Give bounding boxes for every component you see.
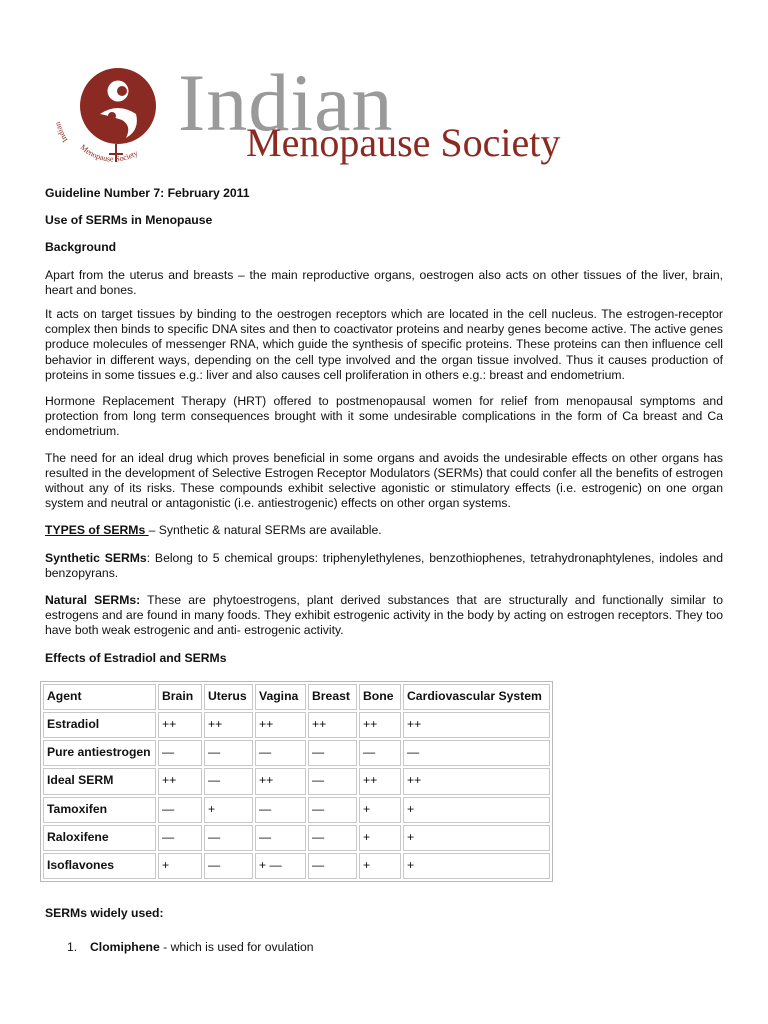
- table-cell: +: [158, 853, 202, 879]
- list-item-text: - which is used for ovulation: [159, 939, 314, 954]
- table-cell: —: [158, 825, 202, 851]
- table-cell: +: [359, 797, 401, 823]
- table-cell: ++: [359, 712, 401, 738]
- table-cell: —: [308, 825, 357, 851]
- table-cell: ++: [158, 712, 202, 738]
- table-row: [43, 825, 550, 851]
- table-cell: ++: [255, 712, 306, 738]
- paragraph-3: Hormone Replacement Therapy (HRT) offered to postmenopausal women for relief from menopausal symptoms and protection from long term consequences brought with it some undesirable complications in the form of Ca breast and Ca endometrium.: [45, 394, 723, 439]
- table-cell: + —: [255, 853, 306, 879]
- header-cell: Vagina: [255, 684, 306, 710]
- natural-text: These are phytoestrogens, plant derived substances that are structurally and functionally similar to estrogens and are found in many foods. They exhibit estrogenic activity in the body by acting on estrogen receptors. They too have both weak estrogenic and anti- estrogenic activity.: [45, 593, 723, 638]
- table-cell: ++: [308, 712, 357, 738]
- logo-ring-text-right: Menopause Society: [78, 142, 140, 164]
- types-line: [45, 523, 723, 538]
- agent-cell: Estradiol: [43, 712, 156, 738]
- agent-cell: Isoflavones: [43, 853, 156, 879]
- synthetic-paragraph: [45, 551, 723, 581]
- table-cell: —: [158, 797, 202, 823]
- table-cell: —: [403, 740, 550, 766]
- guideline-number: Guideline Number 7: February 2011: [45, 186, 250, 200]
- table-cell: —: [359, 740, 401, 766]
- table-cell: —: [255, 825, 306, 851]
- document-title: Use of SERMs in Menopause: [45, 213, 213, 228]
- background-heading: Background: [45, 240, 117, 255]
- table-cell: —: [204, 853, 253, 879]
- table-cell: —: [204, 768, 253, 794]
- table-cell: —: [308, 740, 357, 766]
- table-cell: —: [204, 740, 253, 766]
- table-cell: —: [255, 797, 306, 823]
- agent-cell: Ideal SERM: [43, 768, 156, 794]
- table-row: [43, 740, 550, 766]
- serms-used-heading: SERMs widely used:: [45, 906, 164, 921]
- table-row: [43, 768, 550, 794]
- table-cell: +: [359, 853, 401, 879]
- paragraph-4: The need for an ideal drug which proves beneficial in some organs and avoids the undesirable effects on other organs has resulted in the development of Selective Estrogen Receptor Modulators (SERMs) that could confer all the benefits of estrogen without any of its risks. These compounds exhibit selective agonistic or stimulatory effects (i.e. estrogenic) on one organ system and neutral or antagonistic (i.e. antiestrogenic) effects on other organ systems.: [45, 450, 723, 511]
- table-cell: —: [308, 797, 357, 823]
- table-cell: +: [204, 797, 253, 823]
- table-header-row: [43, 684, 550, 710]
- table-cell: ++: [204, 712, 253, 738]
- logo-emblem-icon: [80, 68, 156, 162]
- table-cell: —: [158, 740, 202, 766]
- header-cell: Brain: [158, 684, 202, 710]
- synthetic-label: Synthetic SERMs: [45, 550, 147, 565]
- table-cell: +: [359, 825, 401, 851]
- table-cell: ++: [158, 768, 202, 794]
- header-cell: Breast: [308, 684, 357, 710]
- agent-cell: Pure antiestrogen: [43, 740, 156, 766]
- document-body: [45, 186, 723, 955]
- table-cell: —: [204, 825, 253, 851]
- table-row: [43, 712, 550, 738]
- list-item-name: Clomiphene: [90, 939, 160, 954]
- table-cell: —: [255, 740, 306, 766]
- table-cell: +: [403, 853, 550, 879]
- list-item-number: 1.: [67, 939, 78, 954]
- table-cell: ++: [255, 768, 306, 794]
- types-text: – Synthetic & natural SERMs are available.: [148, 523, 382, 538]
- header-cell: Uterus: [204, 684, 253, 710]
- table-cell: —: [308, 853, 357, 879]
- header-cell: Bone: [359, 684, 401, 710]
- table-cell: ++: [403, 712, 550, 738]
- paragraph-1: Apart from the uterus and breasts – the main reproductive organs, oestrogen also acts on other tissues of the liver, brain, heart and bones.: [45, 267, 723, 297]
- effects-table: [40, 681, 553, 882]
- natural-label: Natural SERMs:: [45, 593, 141, 608]
- table-row: [43, 853, 550, 879]
- effects-heading: Effects of Estradiol and SERMs: [45, 650, 227, 665]
- logo-word-menopause-society: Menopause Society: [246, 120, 561, 165]
- society-logo: [52, 58, 582, 170]
- synthetic-text: : Belong to 5 chemical groups: triphenylethylenes, benzothiophenes, tetrahydronaphtylenes, indoles and benzopyrans.: [45, 550, 723, 580]
- header-cell: Agent: [43, 684, 156, 710]
- table-cell: ++: [403, 768, 550, 794]
- types-label: TYPES of SERMs: [45, 523, 149, 538]
- agent-cell: Tamoxifen: [43, 797, 156, 823]
- table-row: [43, 797, 550, 823]
- paragraph-2: It acts on target tissues by binding to the oestrogen receptors which are located in the cell nucleus. The estrogen-receptor complex then binds to specific DNA sites and then to coactivator proteins and nearby genes become active. The active genes produce molecules of messenger RNA, which guide the synthesis of specific proteins. These proteins can then influence cell behavior in different ways, depending on the cell type involved and the organ tissue involved. Thus it causes production of proteins in some tissues e.g.: liver and also causes cell proliferation in others e.g.: breast and endometrium.: [45, 307, 723, 382]
- table-cell: +: [403, 825, 550, 851]
- logo-ring-text-left: Indian: [52, 120, 70, 145]
- header-cell: Cardiovascular System: [403, 684, 550, 710]
- table-cell: —: [308, 768, 357, 794]
- list-item: [45, 940, 723, 955]
- agent-cell: Raloxifene: [43, 825, 156, 851]
- table-cell: ++: [359, 768, 401, 794]
- serms-used-list: [45, 940, 723, 955]
- table-cell: +: [403, 797, 550, 823]
- logo-word-indian: Indian: [178, 58, 394, 148]
- natural-paragraph: [45, 593, 723, 639]
